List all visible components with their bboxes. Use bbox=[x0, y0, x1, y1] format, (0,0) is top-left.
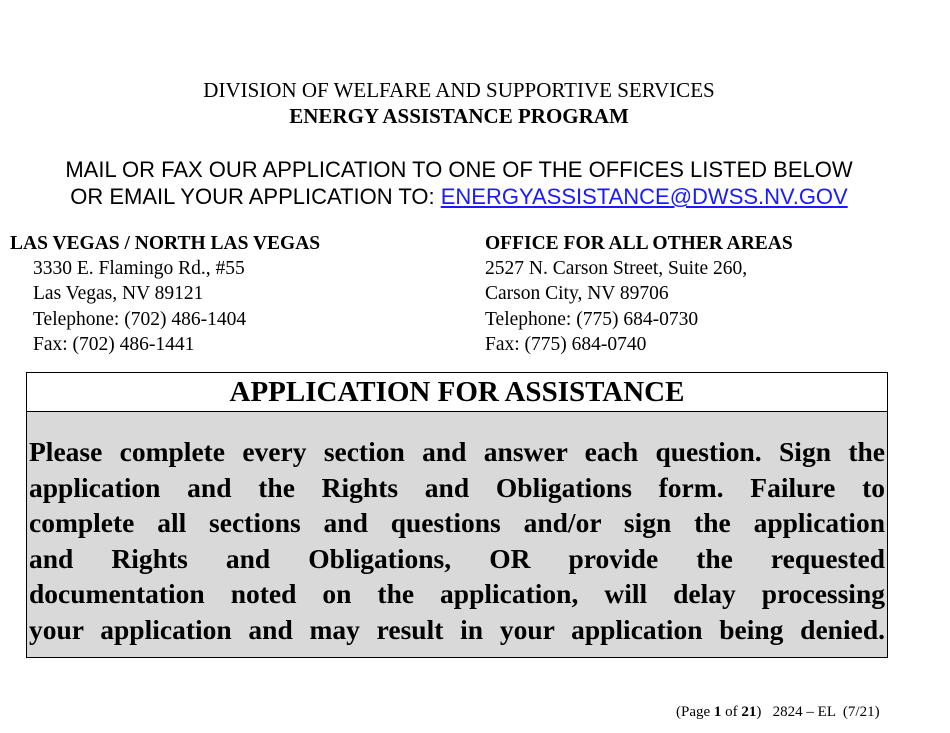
office-other-areas bbox=[485, 231, 793, 357]
application-box bbox=[26, 372, 888, 658]
notice-line: documentation noted on the application, will delay processing bbox=[29, 578, 885, 610]
office-fax: Fax: (702) 486-1441 bbox=[33, 333, 195, 355]
instructions-line-2-text: OR EMAIL YOUR APPLICATION TO: bbox=[70, 184, 441, 209]
office-telephone: Telephone: (702) 486-1404 bbox=[33, 308, 247, 330]
office-address-line-1: 3330 E. Flamingo Rd., #55 bbox=[33, 258, 245, 280]
notice-line: Please complete every section and answer each question. Sign the bbox=[29, 436, 885, 467]
instructions-line-1: MAIL OR FAX OUR APPLICATION TO ONE OF THE OFFICES LISTED BELOW bbox=[65, 157, 853, 182]
office-name: LAS VEGAS / NORTH LAS VEGAS bbox=[10, 233, 321, 254]
application-notice bbox=[27, 412, 887, 657]
page-total: 21 bbox=[741, 704, 757, 720]
application-title: APPLICATION FOR ASSISTANCE bbox=[27, 373, 887, 412]
page-current: 1 bbox=[713, 704, 722, 720]
email-link[interactable]: ENERGYASSISTANCE@DWSS.NV.GOV bbox=[440, 184, 848, 209]
office-las-vegas bbox=[10, 231, 320, 357]
instructions-line-2 bbox=[0, 183, 918, 210]
page-of: of bbox=[721, 704, 742, 720]
notice-line: application and the Rights and Obligations form. Failure to bbox=[29, 471, 885, 503]
agency-title: DIVISION OF WELFARE AND SUPPORTIVE SERVICES bbox=[203, 78, 715, 102]
office-address-line-2: Las Vegas, NV 89121 bbox=[33, 283, 204, 305]
notice-line: your application and may result in your application being denied. bbox=[29, 613, 885, 645]
office-name: OFFICE FOR ALL OTHER AREAS bbox=[485, 233, 793, 254]
submission-instructions bbox=[0, 156, 918, 210]
program-title: ENERGY ASSISTANCE PROGRAM bbox=[289, 104, 629, 128]
notice-line: and Rights and Obligations, OR provide the requested bbox=[29, 542, 885, 574]
office-fax: Fax: (775) 684-0740 bbox=[485, 333, 647, 355]
page-footer bbox=[676, 703, 880, 721]
office-telephone: Telephone: (775) 684-0730 bbox=[485, 308, 699, 330]
page-prefix: (Page bbox=[676, 704, 714, 720]
office-address-line-2: Carson City, NV 89706 bbox=[485, 283, 669, 305]
form-number: 2824 – EL (7/21) bbox=[761, 704, 880, 720]
page-suffix: ) bbox=[756, 704, 762, 720]
office-address-line-1: 2527 N. Carson Street, Suite 260, bbox=[485, 258, 748, 280]
notice-line: complete all sections and questions and/or sign the application bbox=[29, 507, 885, 539]
